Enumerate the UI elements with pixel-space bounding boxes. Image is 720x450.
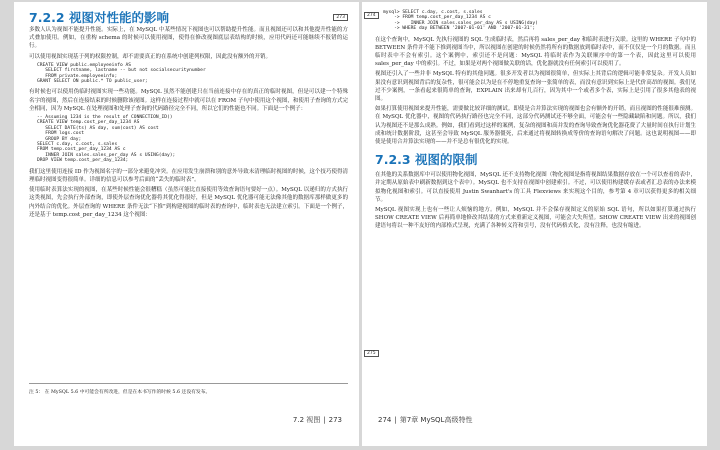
page-marker: 273 — [333, 14, 348, 21]
code-block: CREATE VIEW public.employeeinfo AS SELECT firstname, lastname -- but not socialsecuritynumber FROM private.employeeinfo; GRANT SELECT ON public.* TO public_user; — [37, 62, 206, 85]
paragraph: 有时候也可以使用伪临时视图实现一些功能。MySQL 虽然不能创建只在当前连接中存在的真正的临时视图，但是可以建一个特殊名字的视图，然后在连接结束的时候删除该视图。这样在连接过程中就可以在 FROM 子句中使用这个视图，和使用子查询的方式完全相同，因为 MySQL 在处理视图和处理子查询的代码路径完全不同，所以它们的性能也不同。下面是一个例子： — [29, 89, 348, 112]
paragraph: 在这个查询中，MySQL 先执行视图的 SQL 生成临时表，然后再将 sales_per_day 和临时表进行关联。这里的 WHERE 子句中的 BETWEEN 条件并不能下推到视图当中，所以视图在创建的时候仍然将所有的数据放到临时表中，而不仅仅是一个月的数据。而且临时表中不会有索引。这个案例中，索引还不是问题：MySQL 将临时表作为关联顺序中的第一个表，因此这里可以使用 sales_per_day 中的索引。不过，如果是对两个视图做关联的话，优化器就没有任何索引可以使用了。 — [375, 36, 696, 68]
page-footer: 7.2 视图 | 273 — [292, 416, 342, 424]
section-title — [375, 150, 696, 168]
paragraph: 使用临时表算法实现的视图，在某些时候性能会很糟糕（虽然可能比直接使用等效查询语句要好一点）。MySQL 以递归的方式执行这类视图，先会执行外部查询，即使外层查询优化器将其优化得很好，但是 MySQL 优化器可能无法像其他的数据库那样做更多的内外结合的优化。外层查询的 WHERE 条件无法“下推”到构建视图的临时表的查询中，临时表也无法建立索引。下面是一个例子，还是基于 temp.cost_per_day_1234 这个视图： — [29, 187, 348, 218]
section-title — [29, 8, 169, 26]
right-page — [362, 2, 707, 446]
left-page — [14, 2, 359, 446]
footer-page-number: 274 — [378, 416, 392, 424]
paragraph: 可以使用视图实现基于列的权限控制，却不需要真正的在系统中创建列权限，因此没有额外的开销。 — [29, 53, 272, 60]
page-footer: 274 | 第7章 MySQL高级特性 — [378, 416, 473, 424]
footer-page-number: 273 — [328, 416, 342, 424]
code-block: mysql> SELECT c.day, c.cost, s.sales -> FROM temp.cost_per_day_1234 AS c -> INNER JOIN sales.sales_per_day AS s USING(day) -> WHERE day BETWEEN '2007-01-01' AND '2007-01-31'; — [383, 10, 538, 32]
footer-chapter: 第7章 MySQL高级特性 — [399, 416, 473, 424]
code-block: -- Assuming 1234 is the result of CONNECTION_ID() CREATE VIEW temp.cost_per_day_1234 AS SELECT DATE(ts) AS day, sum(cost) AS cost FROM logs.cost GROUP BY day; SELECT c.day, c.cost, s.sales FROM temp.cost_per_day_1234 AS c INNER JOIN sales.sales_per_day AS s USING(day); DROP VIEW temp.cost_per_day_1234; — [37, 115, 176, 164]
paragraph: 我们这里使用连接 ID 作为视图名字的一部分来避免冲突。在应用发生崩溃和别的意外导致未清理临时视图的时候，这个技巧使得清理临时视图变得很简单。详细的信息可以参考后面的“丢失的临时表”。 — [29, 168, 348, 183]
page-marker: 274 — [364, 12, 379, 19]
section-heading — [29, 8, 348, 26]
paragraph: 视图还引入了一些并非 MySQL 特有的其他问题。很多开发者以为视图很简单，但实际上其背后的逻辑可能非常复杂。开发人员如果没有意识到视图背后的复杂性，很可能会以为是在不停地重复查询一张简单的表，而没有意识到实际上是代价高昂的视图。我们见过不少案例，一条看起来很简单的查询，EXPLAIN 出来却有几百行，因为其中一个或者多个表，实际上是引用了很多其他表的视图。 — [375, 71, 696, 103]
paragraph: 在其他的关系数据库中可以使用物化视图，MySQL 还不支持物化视图（物化视图是指将视图结果数据存放在一个可以查看的表中，并定期从原始表中刷新数据到这个表中）。MySQL 也不支持在视图中创建索引。不过，可以使用构建缓存表或者汇总表的办法来模拟物化视图和索引。可以直接使用 Justin Swanhart's 的工具 Flexviews 来实现这个目的，参考第 4 章可以获得更多的相关细节。 — [375, 172, 696, 203]
section-title-text: 视图的限制 — [414, 152, 478, 168]
footnote: 注 5： 在 MySQL 5.6 中可能会有所改进，但是在本书写作的时候 5.6 还没有发布。 — [29, 383, 348, 395]
paragraph: 多数人认为视图不能提升性能。实际上，在 MySQL 中某些情况下视图也可以帮助提升性能。而且视图还可以和其他提升性能的方式叠加使用。例如，在重构 schema 的时候可以使用视图，使得在修改视图底层表结构的时候，应用代码还可能继续不报错的运行。 — [29, 27, 348, 50]
section-number: 7.2.2 — [29, 10, 65, 25]
paragraph: MySQL 视图实现上也有一些让人烦恼的地方。例如，MySQL 并不会保存视图定义的原始 SQL 语句，所以如果打算通过执行 SHOW CREATE VIEW 后再简单地修改其结果的方式来重新定义视图，可能会大失所望。SHOW CREATE VIEW 出来的视图创建语句将以一种不友好的内部格式呈现，充满了各种转义符和引号，没有代码格式化，没有注释，也没有缩进。 — [375, 207, 696, 230]
paragraph: 如果打算使用视图来提升性能，需要做比较详细的测试。即使是合并算法实现的视图也会有额外的开销，而且视图的性能很难预测。在 MySQL 优化器中，视图的代码执行路径也完全不同，这部分代码测试还不够全面，可能会有一些隐藏缺陷和问题。所以，我们认为视图还不是那么成熟。例如，我们看到过这样的案例，复杂的视图和高并发的查询导致查询优化器花费了大量时间在执行计划生成和统计数据阶段，这甚至会导致 MySQL 服务器僵死，后来通过将视图转换成等价的查询语句解决了问题。这也说明视图——即使是使用合并算法实现的——并不是总有很优化的实现。 — [375, 106, 696, 146]
section-title-text: 视图对性能的影响 — [68, 10, 169, 25]
footer-section: 7.2 视图 — [292, 416, 321, 424]
section-number: 7.2.3 — [375, 152, 411, 168]
page-marker: 275 — [364, 350, 379, 357]
